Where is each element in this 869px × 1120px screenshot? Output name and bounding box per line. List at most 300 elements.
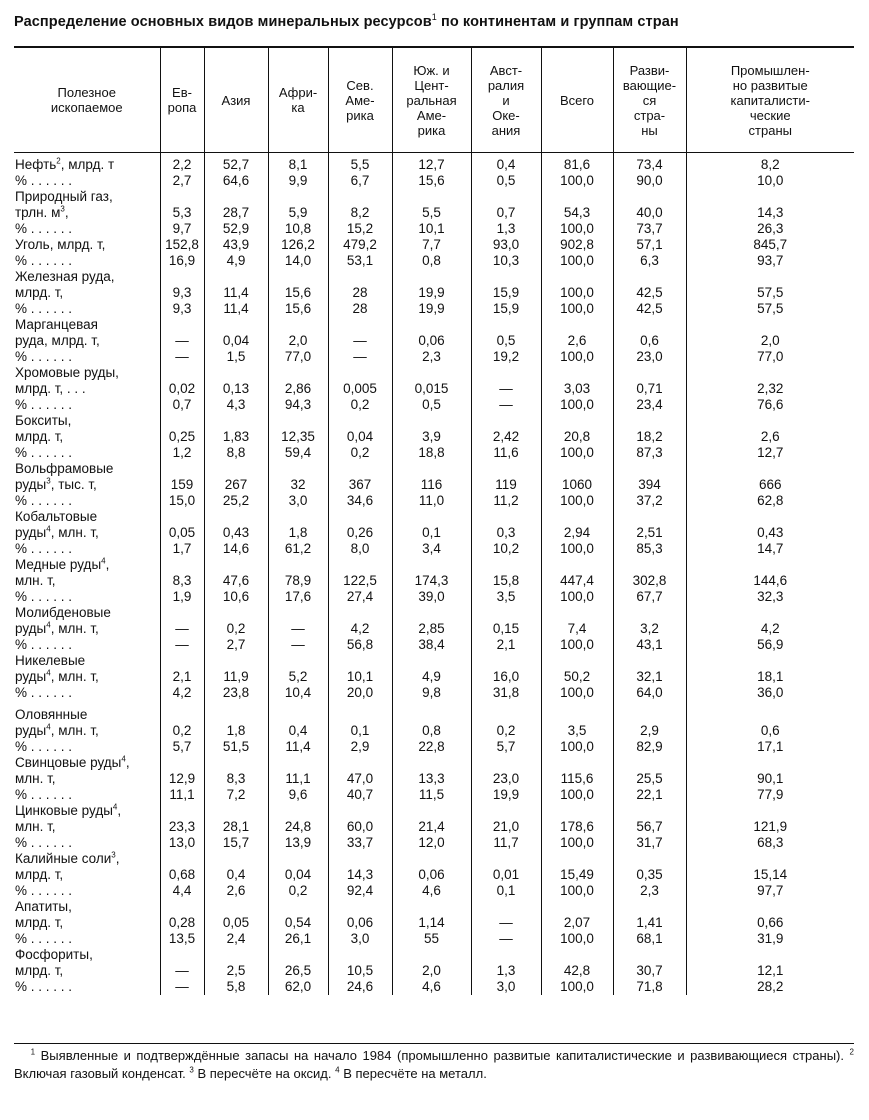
table-cell: 97,7 — [686, 883, 854, 899]
row-label — [14, 589, 160, 605]
title-footnote-mark: 1 — [431, 12, 437, 23]
table-cell — [392, 461, 471, 477]
row-label — [14, 573, 160, 589]
row-label — [14, 153, 160, 174]
footnote-mark: 2 — [56, 156, 61, 166]
row-label — [14, 637, 160, 653]
table-cell: 62,8 — [686, 493, 854, 509]
row-label-text: Медные руды — [15, 557, 102, 572]
row-label-text: Хромовые руды, — [15, 365, 119, 380]
table-cell: 14,0 — [268, 253, 328, 269]
table-cell: 1,9 — [160, 589, 204, 605]
table-cell — [268, 461, 328, 477]
table-cell — [613, 755, 686, 771]
row-label — [14, 605, 160, 621]
table-cell: 11,9 — [204, 669, 268, 685]
footnote-text: Выявленные и подтверждённые запасы на начало 1984 (промышленно развитые капиталистические и развивающиеся страны). — [40, 1048, 844, 1063]
table-cell: 2,86 — [268, 381, 328, 397]
table-cell — [471, 899, 541, 915]
footnote-4 — [332, 1066, 487, 1081]
row-label — [14, 365, 160, 381]
table-cell: 1060 — [541, 477, 613, 493]
table-cell: — — [471, 931, 541, 947]
table-cell: 100,0 — [541, 285, 613, 301]
row-label-text: Вольфрамовые — [15, 461, 114, 476]
table-cell: 76,6 — [686, 397, 854, 413]
table-cell — [686, 189, 854, 205]
row-label — [14, 525, 160, 541]
table-cell — [471, 413, 541, 429]
table-cell: 116 — [392, 477, 471, 493]
table-cell: 2,0 — [686, 333, 854, 349]
table-cell: 90,1 — [686, 771, 854, 787]
table-cell: 7,7 — [392, 237, 471, 253]
table-cell: 40,0 — [613, 205, 686, 221]
table-cell: 100,0 — [541, 787, 613, 803]
row-label — [14, 333, 160, 349]
table-cell: 32 — [268, 477, 328, 493]
footnote-text: Включая газовый конденсат. — [14, 1066, 186, 1081]
row-label-text: Молибденовые — [15, 605, 111, 620]
title-text-tail: по континентам и группам стран — [440, 14, 679, 30]
table-row — [14, 333, 854, 349]
table-cell: 50,2 — [541, 669, 613, 685]
table-cell: 16,0 — [471, 669, 541, 685]
row-label — [14, 189, 160, 205]
column-header-6: Авст- ралия и Оке- ания — [471, 47, 541, 153]
table-cell: 31,7 — [613, 835, 686, 851]
table-cell: 0,1 — [471, 883, 541, 899]
table-cell: 1,5 — [204, 349, 268, 365]
table-cell — [392, 189, 471, 205]
table-cell — [392, 509, 471, 525]
table-cell: 1,3 — [471, 963, 541, 979]
row-label — [14, 867, 160, 883]
table-cell: 0,28 — [160, 915, 204, 931]
table-cell: 12,35 — [268, 429, 328, 445]
table-cell: 22,1 — [613, 787, 686, 803]
footnote-mark: 3 — [60, 205, 65, 214]
table-row — [14, 899, 854, 915]
table-cell — [541, 755, 613, 771]
row-label-text: млрд. т, — [15, 915, 64, 930]
row-label-text: руды — [15, 477, 47, 492]
row-label-unit: , — [105, 557, 110, 572]
table-cell: 3,5 — [471, 589, 541, 605]
row-label-text: млрд. т, — [15, 867, 64, 882]
table-cell: 3,0 — [268, 493, 328, 509]
table-row — [14, 477, 854, 493]
table-cell: 21,4 — [392, 819, 471, 835]
table-cell: 10,2 — [471, 541, 541, 557]
row-label-unit: , млн. т, — [50, 525, 99, 540]
table-cell — [686, 461, 854, 477]
table-cell — [328, 707, 392, 723]
row-label — [14, 899, 160, 915]
table-cell — [160, 605, 204, 621]
table-cell: 67,7 — [613, 589, 686, 605]
table-cell: 17,1 — [686, 739, 854, 755]
table-cell: 52,7 — [204, 153, 268, 174]
table-cell: 0,71 — [613, 381, 686, 397]
row-label — [14, 477, 160, 493]
table-cell: 100,0 — [541, 253, 613, 269]
table-cell — [471, 851, 541, 867]
table-cell: 0,4 — [471, 153, 541, 174]
table-cell — [160, 653, 204, 669]
table-cell: 28 — [328, 301, 392, 317]
table-cell: 2,4 — [204, 931, 268, 947]
row-label — [14, 413, 160, 429]
table-cell: 1,8 — [204, 723, 268, 739]
table-cell: 447,4 — [541, 573, 613, 589]
row-label — [14, 237, 160, 253]
table-cell — [204, 509, 268, 525]
table-cell: 10,5 — [328, 963, 392, 979]
table-cell: 12,7 — [392, 153, 471, 174]
footnote-mark: 3 — [46, 477, 51, 486]
table-cell: 0,4 — [204, 867, 268, 883]
table-cell: 115,6 — [541, 771, 613, 787]
column-header-3: Афри- ка — [268, 47, 328, 153]
footnote-mark: 2 — [849, 1047, 854, 1057]
table-cell: 64,6 — [204, 173, 268, 189]
row-label — [14, 221, 160, 237]
row-label-unit: , — [64, 205, 69, 220]
row-label-text: руды — [15, 525, 47, 540]
table-cell: 15,9 — [471, 301, 541, 317]
table-cell: 0,02 — [160, 381, 204, 397]
table-cell — [392, 413, 471, 429]
table-cell: 126,2 — [268, 237, 328, 253]
table-cell — [613, 899, 686, 915]
table-cell: 42,8 — [541, 963, 613, 979]
table-cell — [160, 803, 204, 819]
table-cell: 0,43 — [686, 525, 854, 541]
table-cell — [541, 269, 613, 285]
table-cell: 30,7 — [613, 963, 686, 979]
column-header-0: Полезное ископаемое — [14, 47, 160, 153]
row-label — [14, 803, 160, 819]
table-row — [14, 189, 854, 205]
table-cell: 100,0 — [541, 493, 613, 509]
footnote-divider — [14, 1043, 854, 1044]
table-cell: 12,1 — [686, 963, 854, 979]
table-cell: 100,0 — [541, 931, 613, 947]
table-cell: 6,7 — [328, 173, 392, 189]
table-cell — [328, 317, 392, 333]
table-cell: 15,6 — [268, 301, 328, 317]
row-label-text: млн. т, — [15, 573, 56, 588]
table-cell: 0,5 — [392, 397, 471, 413]
table-cell: 2,2 — [160, 153, 204, 174]
table-row — [14, 541, 854, 557]
table-cell — [686, 851, 854, 867]
table-cell: 19,2 — [471, 349, 541, 365]
row-label-text: % . . . . . . — [15, 301, 73, 316]
table-cell: 11,5 — [392, 787, 471, 803]
table-cell — [328, 803, 392, 819]
table-row — [14, 317, 854, 333]
row-label-text: % . . . . . . — [15, 931, 73, 946]
table-cell — [392, 365, 471, 381]
table-cell: 144,6 — [686, 573, 854, 589]
table-cell: 31,9 — [686, 931, 854, 947]
table-cell — [160, 755, 204, 771]
table-cell: 3,5 — [541, 723, 613, 739]
table-cell — [160, 707, 204, 723]
footnote-mark: 4 — [112, 803, 118, 812]
table-cell: 2,85 — [392, 621, 471, 637]
table-cell: 20,8 — [541, 429, 613, 445]
table-cell — [613, 461, 686, 477]
table-row — [14, 429, 854, 445]
column-header-7: Всего — [541, 47, 613, 153]
table-cell: 0,2 — [268, 883, 328, 899]
table-cell: 15,6 — [392, 173, 471, 189]
table-cell: 0,7 — [160, 397, 204, 413]
table-cell: 34,6 — [328, 493, 392, 509]
table-cell: 24,8 — [268, 819, 328, 835]
table-cell: 2,9 — [613, 723, 686, 739]
table-cell: 15,0 — [160, 493, 204, 509]
footnote-mark: 4 — [101, 557, 106, 566]
table-row — [14, 685, 854, 701]
table-title — [14, 14, 859, 30]
table-cell: 8,3 — [204, 771, 268, 787]
title-text: Распределение основных видов минеральных ресурсов — [14, 14, 432, 30]
table-cell — [541, 317, 613, 333]
table-cell: 6,3 — [613, 253, 686, 269]
row-label — [14, 285, 160, 301]
table-cell — [268, 557, 328, 573]
table-cell: 2,3 — [392, 349, 471, 365]
table-cell — [686, 803, 854, 819]
table-cell — [541, 461, 613, 477]
table-cell: 57,5 — [686, 285, 854, 301]
row-label — [14, 381, 160, 397]
row-label-text: % . . . . . . — [15, 541, 73, 556]
row-label-unit: , тыс. т, — [50, 477, 97, 492]
table-cell: 33,7 — [328, 835, 392, 851]
table-cell: 52,9 — [204, 221, 268, 237]
row-label — [14, 493, 160, 509]
table-cell: 3,03 — [541, 381, 613, 397]
table-cell: 57,1 — [613, 237, 686, 253]
table-cell: 4,3 — [204, 397, 268, 413]
table-cell: 1,2 — [160, 445, 204, 461]
table-cell: 42,5 — [613, 301, 686, 317]
table-cell: 81,6 — [541, 153, 613, 174]
table-cell: 62,0 — [268, 979, 328, 995]
table-cell: 0,6 — [686, 723, 854, 739]
table-cell: 0,13 — [204, 381, 268, 397]
table-cell: 2,42 — [471, 429, 541, 445]
table-cell: 19,9 — [471, 787, 541, 803]
table-cell — [541, 899, 613, 915]
table-row — [14, 739, 854, 755]
table-cell — [268, 189, 328, 205]
row-label-text: % . . . . . . — [15, 221, 73, 236]
table-cell: 8,0 — [328, 541, 392, 557]
table-cell: 78,9 — [268, 573, 328, 589]
table-row — [14, 493, 854, 509]
table-cell: 0,2 — [160, 723, 204, 739]
table-cell — [392, 899, 471, 915]
table-cell — [204, 755, 268, 771]
table-cell — [541, 413, 613, 429]
row-label-text: % . . . . . . — [15, 253, 73, 268]
row-label — [14, 445, 160, 461]
table-cell — [160, 899, 204, 915]
table-cell: 5,2 — [268, 669, 328, 685]
table-cell: 14,6 — [204, 541, 268, 557]
table-cell: 14,3 — [328, 867, 392, 883]
table-row — [14, 285, 854, 301]
table-cell: 0,43 — [204, 525, 268, 541]
table-cell: 0,1 — [392, 525, 471, 541]
table-cell — [204, 413, 268, 429]
table-cell: 5,7 — [471, 739, 541, 755]
table-cell: 43,1 — [613, 637, 686, 653]
table-cell — [204, 803, 268, 819]
row-label — [14, 557, 160, 573]
table-cell: 0,15 — [471, 621, 541, 637]
table-cell — [204, 851, 268, 867]
table-cell: 9,6 — [268, 787, 328, 803]
table-cell: 479,2 — [328, 237, 392, 253]
table-cell — [541, 707, 613, 723]
table-cell: 13,0 — [160, 835, 204, 851]
table-cell: 23,0 — [471, 771, 541, 787]
table-cell: 15,7 — [204, 835, 268, 851]
table-cell: 9,8 — [392, 685, 471, 701]
table-cell: 100,0 — [541, 739, 613, 755]
table-cell: 11,4 — [268, 739, 328, 755]
table-cell: 100,0 — [541, 835, 613, 851]
table-cell: 0,35 — [613, 867, 686, 883]
table-cell — [392, 317, 471, 333]
table-cell: 100,0 — [541, 637, 613, 653]
table-row — [14, 637, 854, 653]
table-cell: 27,4 — [328, 589, 392, 605]
row-label-unit: , — [115, 851, 120, 866]
table-cell — [613, 803, 686, 819]
table-cell — [204, 269, 268, 285]
table-cell: 4,6 — [392, 883, 471, 899]
table-cell: 4,2 — [686, 621, 854, 637]
table-cell: 0,7 — [471, 205, 541, 221]
row-label — [14, 963, 160, 979]
table-cell — [328, 947, 392, 963]
table-cell: 10,8 — [268, 221, 328, 237]
table-cell: 8,2 — [328, 205, 392, 221]
table-row — [14, 755, 854, 771]
table-cell: 61,2 — [268, 541, 328, 557]
footnote-text: В пересчёте на оксид. — [197, 1066, 332, 1081]
table-cell — [268, 947, 328, 963]
table-cell: 10,3 — [471, 253, 541, 269]
table-cell — [471, 605, 541, 621]
table-cell — [392, 707, 471, 723]
table-row — [14, 525, 854, 541]
row-label-text: руды — [15, 621, 47, 636]
row-label — [14, 173, 160, 189]
row-label-text: Природный газ, — [15, 189, 113, 204]
table-cell — [686, 605, 854, 621]
table-cell — [204, 653, 268, 669]
table-cell: 2,6 — [541, 333, 613, 349]
row-label — [14, 429, 160, 445]
table-cell: 15,14 — [686, 867, 854, 883]
table-cell: 40,7 — [328, 787, 392, 803]
table-row — [14, 867, 854, 883]
table-cell: 0,01 — [471, 867, 541, 883]
table-cell — [268, 365, 328, 381]
table-cell — [204, 947, 268, 963]
table-row — [14, 771, 854, 787]
table-cell: 16,9 — [160, 253, 204, 269]
table-cell: 2,3 — [613, 883, 686, 899]
table-row — [14, 349, 854, 365]
table-row — [14, 173, 854, 189]
table-cell: 4,9 — [392, 669, 471, 685]
table-cell: 90,0 — [613, 173, 686, 189]
table-cell — [471, 365, 541, 381]
row-label — [14, 669, 160, 685]
table-cell: 4,9 — [204, 253, 268, 269]
table-cell: 0,2 — [471, 723, 541, 739]
table-cell: 25,5 — [613, 771, 686, 787]
table-cell: 0,68 — [160, 867, 204, 883]
table-cell: 11,7 — [471, 835, 541, 851]
table-cell: 77,9 — [686, 787, 854, 803]
table-cell: 93,7 — [686, 253, 854, 269]
row-label-text: Свинцовые руды — [15, 755, 122, 770]
table-cell — [268, 899, 328, 915]
table-cell: 0,04 — [328, 429, 392, 445]
table-cell: 0,2 — [204, 621, 268, 637]
table-cell — [328, 413, 392, 429]
table-cell — [268, 653, 328, 669]
table-cell — [471, 269, 541, 285]
table-cell: 0,1 — [328, 723, 392, 739]
table-cell — [686, 509, 854, 525]
table-cell — [471, 947, 541, 963]
table-cell: 100,0 — [541, 589, 613, 605]
row-label — [14, 541, 160, 557]
table-cell: — — [328, 333, 392, 349]
table-cell: 302,8 — [613, 573, 686, 589]
table-cell: 845,7 — [686, 237, 854, 253]
row-label-unit: , млн. т, — [50, 723, 99, 738]
table-cell: 47,6 — [204, 573, 268, 589]
table-cell — [268, 317, 328, 333]
table-cell: 902,8 — [541, 237, 613, 253]
table-row — [14, 915, 854, 931]
table-cell: 77,0 — [686, 349, 854, 365]
table-cell — [328, 653, 392, 669]
row-label — [14, 771, 160, 787]
table-cell: 10,4 — [268, 685, 328, 701]
row-label — [14, 883, 160, 899]
table-cell — [686, 269, 854, 285]
table-cell: 56,9 — [686, 637, 854, 653]
table-cell: 0,66 — [686, 915, 854, 931]
table-row — [14, 803, 854, 819]
row-label — [14, 755, 160, 771]
table-cell: 0,05 — [204, 915, 268, 931]
